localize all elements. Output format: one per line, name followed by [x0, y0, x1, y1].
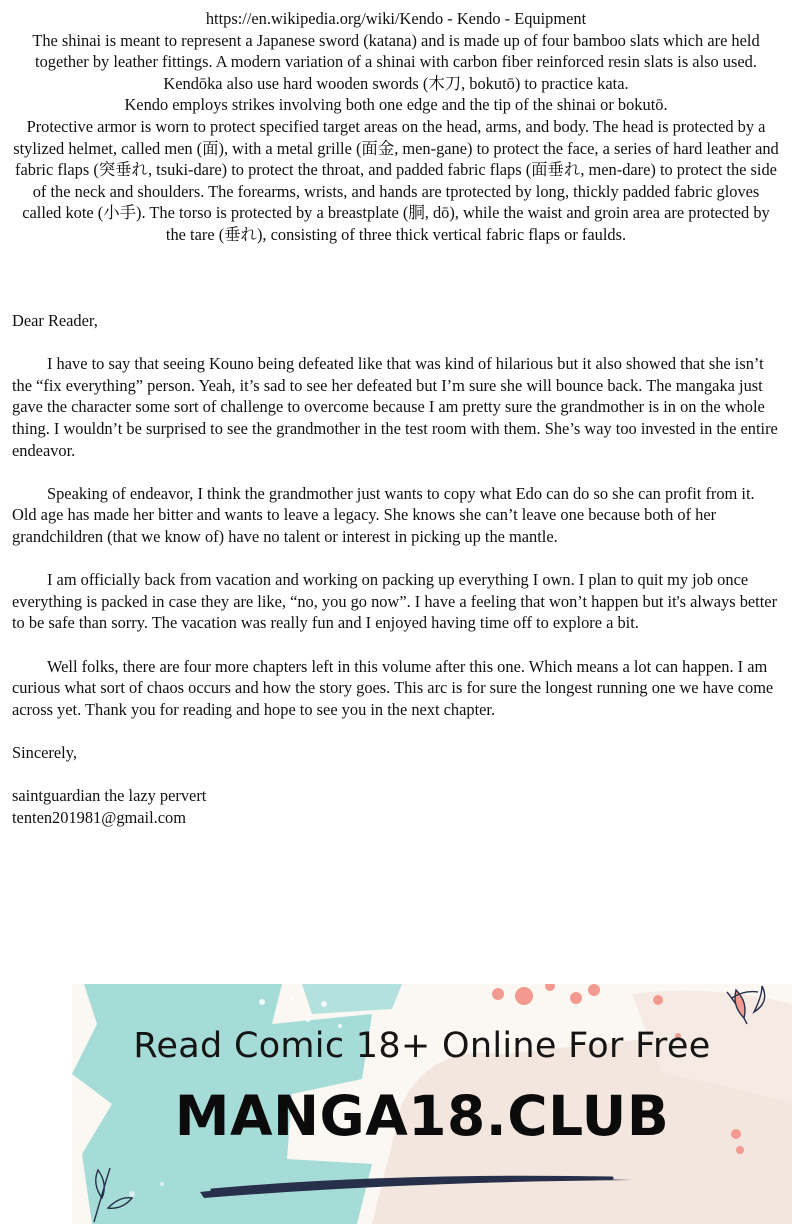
banner-tagline: Read Comic 18+ Online For Free	[133, 1026, 711, 1066]
strikes-note: Kendo employs strikes involving both one edge and the tip of the shinai or bokutō.	[124, 95, 668, 115]
source-line: https://en.wikipedia.org/wiki/Kendo - Kendo - Equipment	[205, 9, 587, 28]
banner-site-name[interactable]: MANGA18.CLUB	[174, 1084, 670, 1148]
letter-paragraph-4: Well folks, there are four more chapters left in this volume after this one. Which means a lot can happen. I am curious what sort of chaos occurs and how the story goes. This arc is for sure the longest running one we have come across yet. Thank you for reading and hope to see you in the next chapter.	[12, 656, 774, 719]
armor-note: Protective armor is worn to protect specified target areas on the head, arms, and body. The head is protected by a stylized helmet, called men (面), with a metal grille (面金, men-gane) to protect the face, a series of hard leather and fabric flaps (突垂れ, tsuki-dare) to protect the throat, and padded fabric flaps (面垂れ, men-dare) to protect the side of the neck and shoulders. The forearms, wrists, and hands are tprotected by long, thickly padded fabric gloves called kote (小手). The torso is protected by a breastplate (胴, dō), while the waist and groin area are protected by the tare (垂れ), consisting of three thick vertical fabric flaps or faulds.	[13, 116, 779, 244]
promo-banner[interactable]	[72, 984, 792, 1224]
reader-letter	[12, 310, 780, 828]
letter-paragraph-2: Speaking of endeavor, I think the grandmother just wants to copy what Edo can do so she can profit from it. Old age has made her bitter and wants to leave a legacy. She knows she can’t leave one because both of her grandchildren (that we know of) have no talent or interest in picking up the mantle.	[12, 483, 755, 546]
bokuto-note: Kendōka also use hard wooden swords (木刀, bokutō) to practice kata.	[163, 73, 629, 93]
letter-signature: saintguardian the lazy pervert	[12, 786, 207, 806]
kendo-notes	[12, 8, 780, 246]
letter-email: tenten201981@gmail.com	[12, 807, 186, 827]
letter-closing: Sincerely,	[12, 742, 77, 762]
letter-paragraph-3: I am officially back from vacation and working on packing up everything I own. I plan to quit my job once everything is packed in case they are like, “no, you go now”. I have a feeling that won’t happen but it's always better to be safe than sorry. The vacation was really fun and I enjoyed having time off to explore a bit.	[12, 570, 778, 633]
shinai-note: The shinai is meant to represent a Japanese sword (katana) and is made up of four bamboo slats which are held together by leather fittings. A modern variation of a shinai with carbon fiber reinforced resin slats is also used.	[32, 30, 760, 72]
letter-paragraph-1: I have to say that seeing Kouno being defeated like that was kind of hilarious but it also showed that she isn’t the “fix everything” person. Yeah, it’s sad to see her defeated but I’m sure she will bounce back. The mangaka just gave the character some sort of challenge to overcome because I am pretty sure the grandmother is in on the whole thing. I wouldn’t be surprised to see the grandmother in the test room with them. She’s way too invested in the entire endeavor.	[12, 354, 778, 460]
letter-greeting: Dear Reader,	[12, 311, 98, 330]
